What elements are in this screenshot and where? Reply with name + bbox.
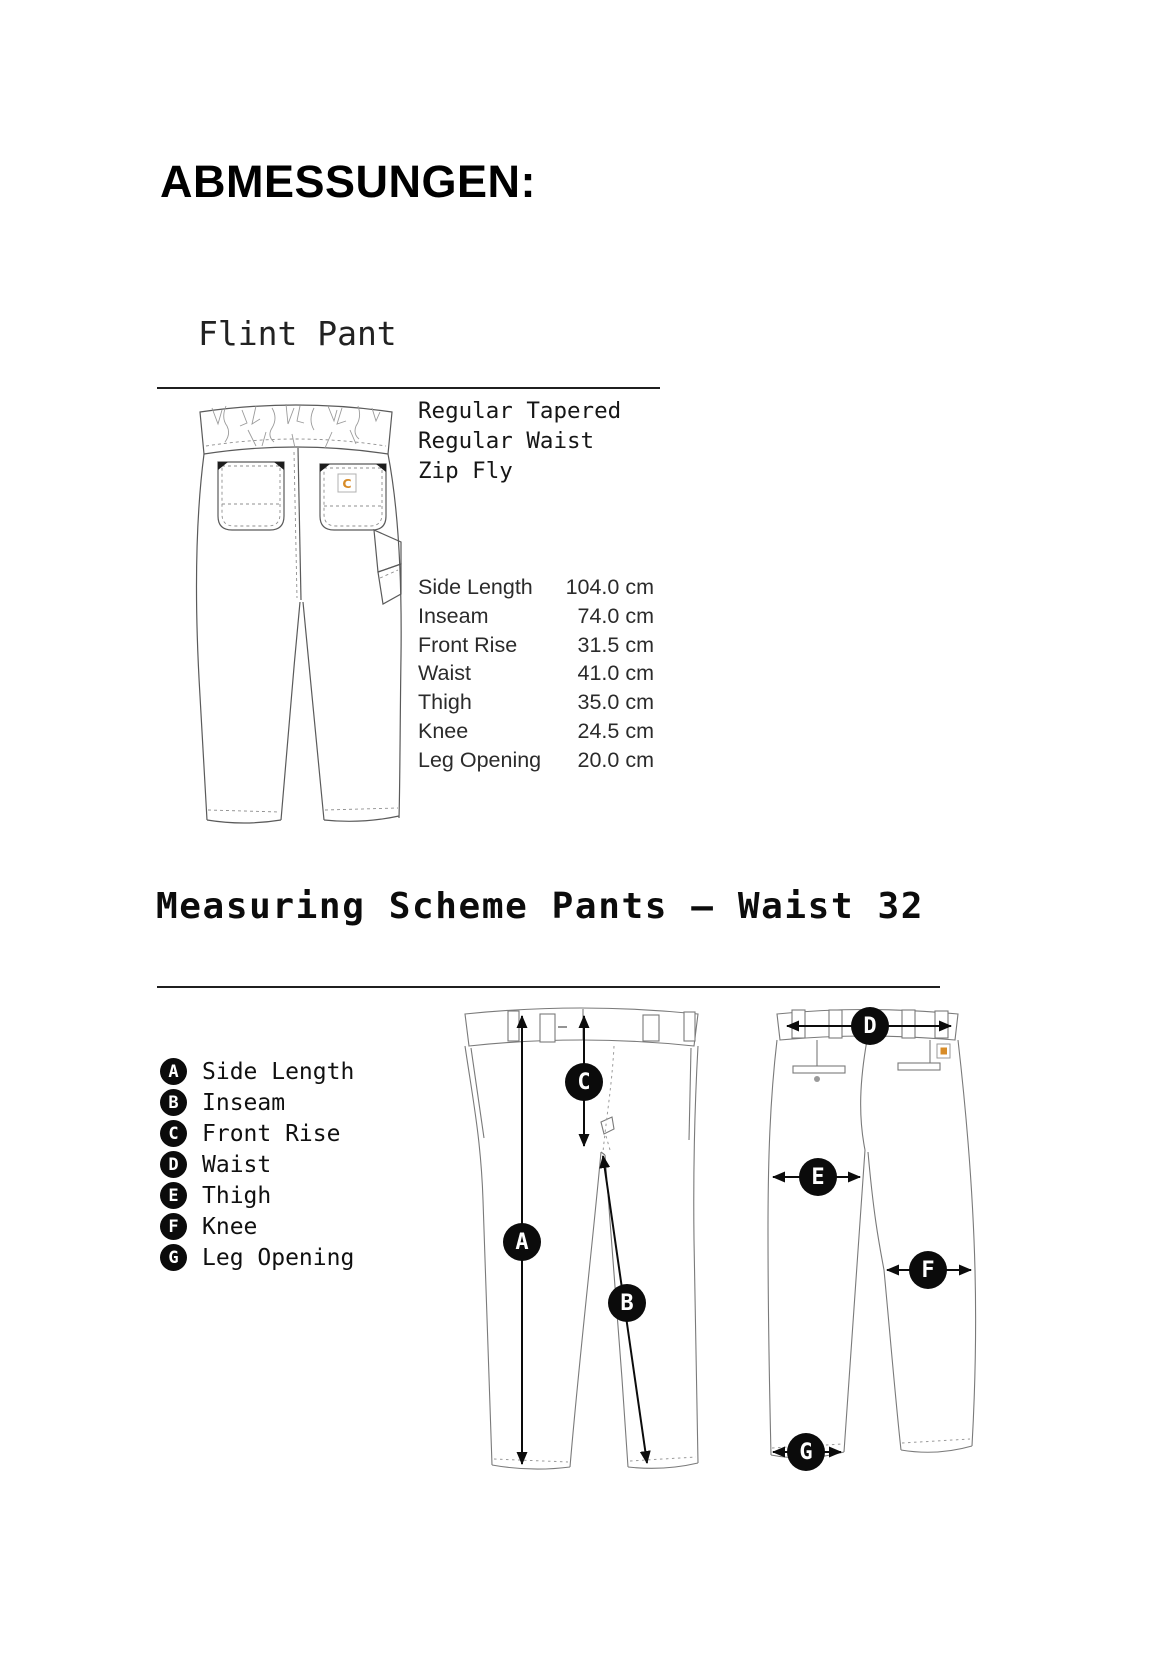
carhartt-label-icon — [338, 474, 356, 492]
table-row — [418, 631, 654, 660]
measure-label: Inseam — [418, 603, 489, 628]
fit-description — [418, 396, 621, 486]
back-measure-diagram — [765, 1000, 977, 1482]
legend-badge-b: B — [160, 1089, 187, 1116]
scheme-title-divider — [157, 986, 940, 988]
carhartt-label-icon-small — [937, 1044, 950, 1058]
table-row — [418, 602, 654, 631]
fit-line: Zip Fly — [418, 458, 513, 484]
legend-item — [160, 1056, 354, 1087]
measure-label: Leg Opening — [418, 747, 542, 772]
measure-label: Knee — [418, 718, 469, 743]
legend-label: Leg Opening — [202, 1244, 355, 1271]
legend-label: Side Length — [202, 1058, 355, 1085]
measure-value: 31.5 cm — [577, 632, 654, 657]
measure-value: 35.0 cm — [577, 690, 654, 715]
measure-value: 104.0 cm — [565, 575, 654, 599]
measure-label: Thigh — [418, 690, 472, 715]
legend-label: Thigh — [202, 1182, 272, 1209]
measure-badge-f: F — [909, 1251, 947, 1289]
legend-item — [160, 1149, 354, 1180]
legend-item — [160, 1118, 354, 1149]
measurement-table — [418, 573, 654, 775]
measure-legend — [160, 1056, 354, 1273]
scheme-title: Measuring Scheme Pants – Waist 32 — [156, 886, 925, 927]
legend-label: Front Rise — [202, 1120, 341, 1147]
pocket-button — [814, 1076, 820, 1082]
legend-badge-f: F — [160, 1213, 187, 1240]
product-title-divider — [157, 387, 660, 389]
table-row — [418, 688, 654, 717]
table-row — [418, 746, 654, 775]
fit-line: Regular Tapered — [418, 398, 622, 424]
legend-label: Waist — [202, 1151, 272, 1178]
legend-badge-c: C — [160, 1120, 187, 1147]
fit-line: Regular Waist — [418, 428, 595, 454]
measure-value: 20.0 cm — [577, 747, 654, 772]
legend-badge-a: A — [160, 1058, 187, 1085]
legend-item — [160, 1242, 354, 1273]
measure-badge-e: E — [799, 1158, 837, 1196]
legend-item — [160, 1180, 354, 1211]
measure-value: 41.0 cm — [577, 661, 654, 686]
table-row — [418, 659, 654, 688]
measure-label: Side Length — [418, 575, 533, 599]
measure-badge-g: G — [787, 1433, 825, 1471]
measure-label: Front Rise — [418, 632, 518, 657]
measure-value: 74.0 cm — [577, 603, 654, 628]
pants-back-technical-drawing — [180, 396, 412, 824]
elastic-waistband-texture — [212, 404, 380, 448]
legend-item — [160, 1087, 354, 1118]
pants-back-sketch — [180, 396, 412, 824]
table-row — [418, 573, 654, 602]
measure-badge-d: D — [851, 1007, 889, 1045]
svg-text:C: C — [342, 476, 352, 491]
legend-badge-e: E — [160, 1182, 187, 1209]
back-pants-sketch — [765, 1000, 977, 1482]
legend-label: Knee — [202, 1213, 258, 1240]
table-row — [418, 717, 654, 746]
measure-badge-a: A — [503, 1223, 541, 1261]
page-title: ABMESSUNGEN: — [160, 156, 537, 207]
front-measure-diagram — [455, 1000, 705, 1482]
measure-value: 24.5 cm — [577, 718, 654, 743]
product-name: Flint Pant — [198, 314, 397, 353]
measure-badge-c: C — [565, 1063, 603, 1101]
measure-label: Waist — [418, 661, 471, 686]
legend-badge-d: D — [160, 1151, 187, 1178]
legend-badge-g: G — [160, 1244, 187, 1271]
legend-label: Inseam — [202, 1089, 286, 1116]
measure-badge-b: B — [608, 1284, 646, 1322]
legend-item — [160, 1211, 354, 1242]
measure-arrows-back — [773, 1026, 971, 1452]
